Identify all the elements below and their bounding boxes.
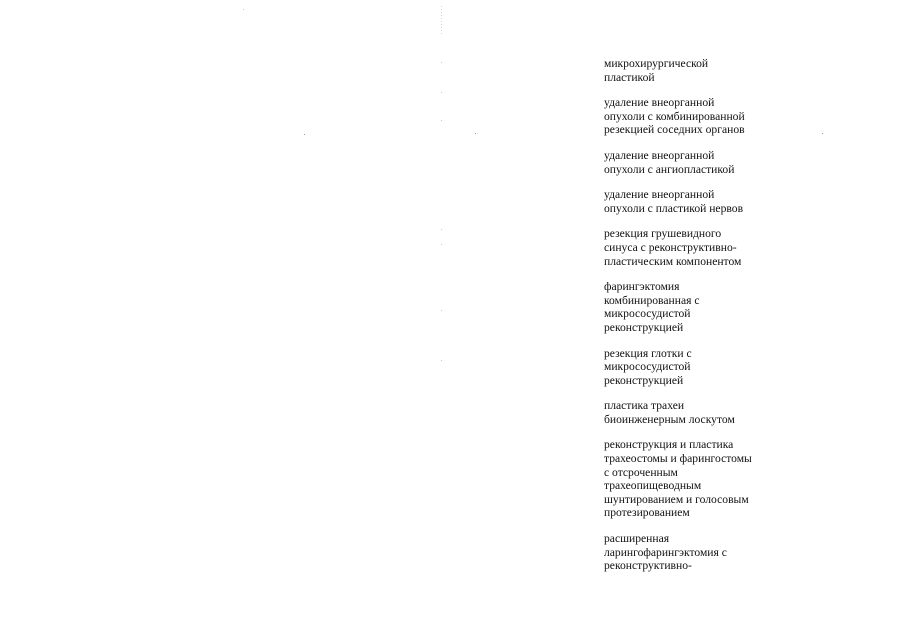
procedure-entry: расширенная ларингофарингэктомия с реконструктивно-: [604, 532, 727, 573]
scan-speck: [441, 120, 442, 121]
scan-fold-line: [441, 6, 442, 36]
scan-speck: [243, 9, 244, 10]
procedure-entry: фарингэктомия комбинированная с микрососудистой реконструкцией: [604, 280, 700, 334]
scan-speck: [441, 92, 442, 93]
procedure-entry: удаление внеорганной опухоли с ангиопластикой: [604, 148, 735, 176]
procedure-entry: реконструкция и пластика трахеостомы и фарингостомы с отсроченным трахеопищеводным шунтированием и голосовым протезированием: [604, 438, 752, 520]
scan-speck: [304, 134, 305, 135]
procedure-entry: удаление внеорганной опухоли с пластикой нервов: [604, 188, 744, 215]
scan-speck: [475, 133, 476, 134]
scan-speck: [441, 62, 442, 63]
scan-speck: [441, 229, 442, 230]
scan-speck: [441, 244, 442, 245]
procedure-list: [604, 57, 804, 585]
scan-speck: [822, 133, 823, 134]
procedure-entry: пластика трахеи биоинженерным лоскутом: [604, 399, 735, 426]
procedure-entry: резекция глотки с микрососудистой реконструкцией: [604, 346, 692, 387]
procedure-entry: микрохирургической пластикой: [604, 57, 709, 84]
scan-speck: [441, 310, 442, 311]
procedure-entry: резекция грушевидного синуса с реконструктивно- пластическим компонентом: [604, 227, 742, 268]
scan-speck: [441, 360, 442, 361]
procedure-entry: удаление внеорганной опухоли с комбинированной резекцией соседних органов: [604, 96, 745, 137]
